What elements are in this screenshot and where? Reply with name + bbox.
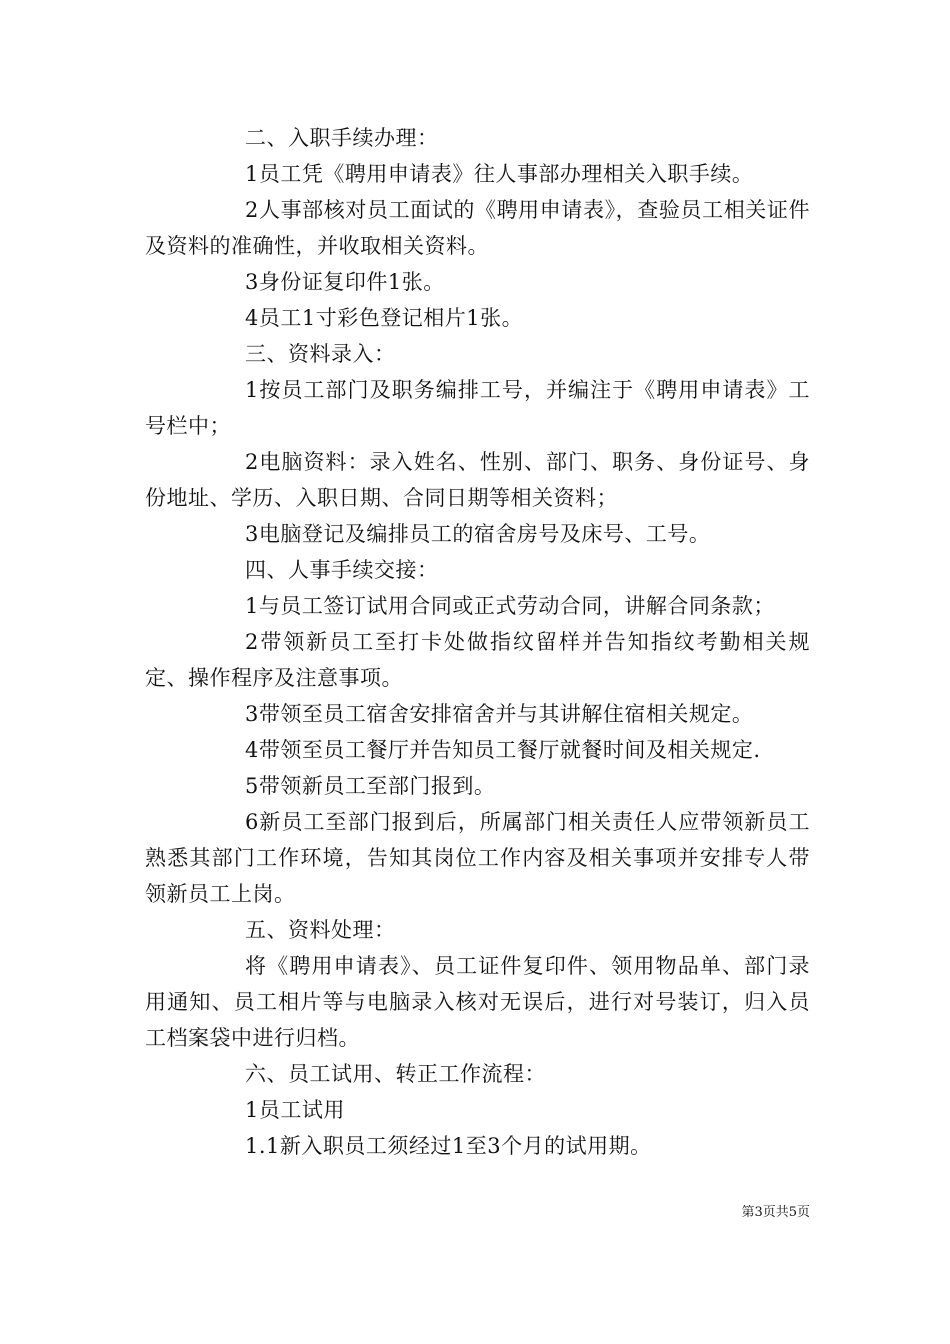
paragraph: 6新员工至部门报到后，所属部门相关责任人应带领新员工熟悉其部门工作环境，告知其岗位工作内容及相关事项并安排专人带领新员工上岗。 — [145, 810, 810, 906]
paragraph: 3身份证复印件1张。 — [245, 270, 445, 294]
paragraph: 3电脑登记及编排员工的宿舍房号及床号、工号。 — [245, 522, 711, 546]
document-body — [145, 120, 810, 1164]
paragraph: 4员工1寸彩色登记相片1张。 — [245, 306, 524, 330]
paragraph: 3带领至员工宿舍安排宿舍并与其讲解住宿相关规定。 — [245, 702, 754, 726]
paragraph: 2电脑资料：录入姓名、性别、部门、职务、身份证号、身份地址、学历、入职日期、合同日期等相关资料； — [145, 450, 810, 510]
paragraph: 1.1新入职员工须经过1至3个月的试用期。 — [245, 1134, 652, 1158]
paragraph: 1与员工签订试用合同或正式劳动合同，讲解合同条款； — [245, 594, 775, 618]
paragraph: 1员工试用 — [245, 1098, 345, 1122]
heading-data-entry: 三、资料录入： — [245, 342, 396, 366]
paragraph: 5带领新员工至部门报到。 — [245, 774, 496, 798]
paragraph: 4带领至员工餐厅并告知员工餐厅就餐时间及相关规定. — [245, 738, 761, 762]
page-number-footer: 第3页共5页 — [741, 1205, 810, 1220]
heading-onboarding-procedure: 二、入职手续办理： — [245, 126, 439, 150]
heading-probation-workflow: 六、员工试用、转正工作流程： — [245, 1062, 546, 1086]
heading-hr-handover: 四、人事手续交接： — [245, 558, 439, 582]
paragraph: 2人事部核对员工面试的《聘用申请表》，查验员工相关证件及资料的准确性，并收取相关资料。 — [145, 198, 810, 258]
paragraph: 1按员工部门及职务编排工号，并编注于《聘用申请表》工号栏中； — [145, 378, 810, 438]
paragraph: 1员工凭《聘用申请表》往人事部办理相关入职手续。 — [245, 162, 754, 186]
paragraph: 2带领新员工至打卡处做指纹留样并告知指纹考勤相关规定、操作程序及注意事项。 — [145, 630, 810, 690]
paragraph: 将《聘用申请表》、员工证件复印件、领用物品单、部门录用通知、员工相片等与电脑录入核对无误后，进行对号装订，归入员工档案袋中进行归档。 — [145, 954, 810, 1050]
heading-data-processing: 五、资料处理： — [245, 918, 396, 942]
